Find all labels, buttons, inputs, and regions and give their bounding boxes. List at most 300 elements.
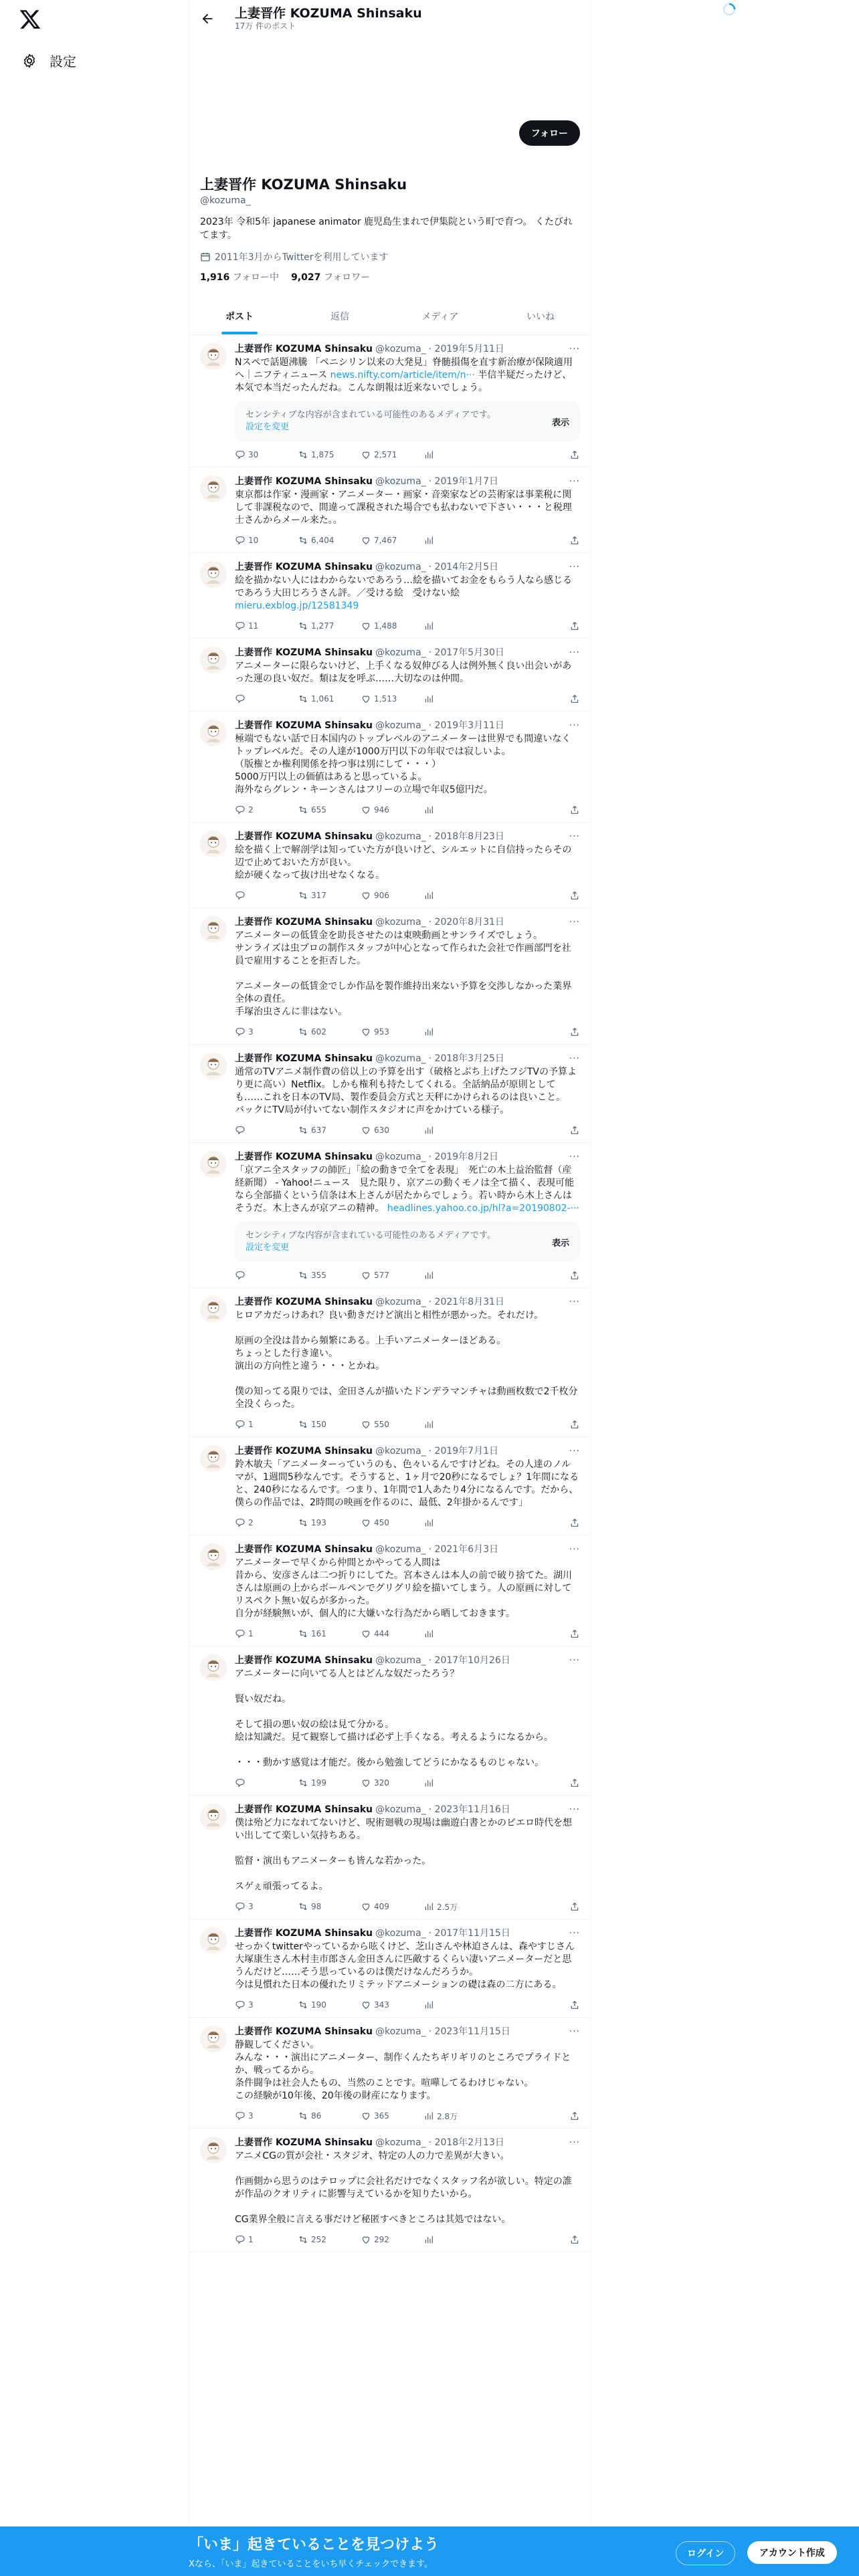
tweet-body [235, 831, 580, 902]
more-icon[interactable]: ··· [569, 720, 580, 731]
retweet-button[interactable] [298, 621, 361, 631]
more-icon[interactable]: ··· [569, 1655, 580, 1666]
share-button[interactable] [569, 1628, 580, 1639]
more-icon[interactable]: ··· [569, 562, 580, 572]
avatar[interactable] [200, 831, 227, 857]
tweet-date[interactable]: · 2019年3月11日 [428, 720, 504, 731]
avatar[interactable] [200, 343, 227, 370]
tweet-author-name[interactable]: 上妻晋作 KOZUMA Shinsaku [235, 1804, 373, 1815]
share-button[interactable] [569, 693, 580, 704]
avatar[interactable] [200, 1445, 227, 1472]
avatar[interactable] [200, 1804, 227, 1830]
more-icon[interactable]: ··· [569, 831, 580, 842]
tweet[interactable] [189, 1143, 591, 1288]
tweet-body [235, 2137, 580, 2246]
tweet[interactable] [189, 639, 591, 712]
like-button[interactable] [361, 1517, 423, 1528]
tweet-date[interactable]: · 2019年5月11日 [428, 344, 504, 354]
tweet-date[interactable]: · 2014年2月5日 [428, 562, 498, 572]
tweet-author-handle[interactable]: @kozuma_ [375, 647, 426, 658]
views-icon [423, 804, 434, 815]
like-count: 1,488 [374, 621, 397, 631]
like-button[interactable] [361, 2000, 423, 2010]
views-button[interactable] [423, 2111, 486, 2122]
tweet-author-handle[interactable]: @kozuma_ [375, 2026, 426, 2037]
views-button[interactable] [423, 1901, 486, 1913]
signup-banner-title: 「いま」起きていることを見つけよう [189, 2537, 440, 2553]
share-button[interactable] [569, 890, 580, 901]
share-button[interactable] [569, 804, 580, 815]
retweet-icon [298, 449, 308, 460]
tweet-author-handle[interactable]: @kozuma_ [375, 1655, 426, 1666]
change-settings-link[interactable]: 設定を変更 [246, 422, 290, 432]
like-icon [361, 2234, 371, 2245]
tweet-text [235, 1164, 580, 1215]
share-button[interactable] [569, 2111, 580, 2121]
views-button[interactable] [423, 693, 486, 704]
retweet-button[interactable] [298, 1419, 361, 1430]
like-icon [361, 1270, 371, 1281]
tweet-body [235, 1927, 580, 2012]
tab-replies[interactable]: 返信 [330, 312, 349, 322]
following-link[interactable] [200, 270, 279, 284]
follow-button[interactable]: フォロー [519, 120, 580, 146]
more-icon[interactable]: ··· [569, 1544, 580, 1555]
views-button[interactable] [423, 1517, 486, 1528]
tweet-date[interactable]: · 2018年8月23日 [428, 831, 504, 842]
like-button[interactable] [361, 1628, 423, 1639]
calendar-icon [200, 251, 211, 262]
views-button[interactable] [423, 1027, 486, 1037]
like-button[interactable] [361, 693, 423, 704]
profile-name: 上妻晋作 KOZUMA Shinsaku [200, 177, 407, 193]
tweet[interactable] [189, 553, 591, 639]
tweet[interactable] [189, 1535, 591, 1646]
more-icon[interactable]: ··· [569, 647, 580, 658]
share-button[interactable] [569, 621, 580, 631]
tweet-actions [235, 619, 580, 633]
tweet-header [235, 1053, 580, 1065]
share-button[interactable] [569, 1778, 580, 1788]
tweet-body [235, 1654, 580, 1790]
tweet-link[interactable]: news.nifty.com/article/item/n··· [330, 370, 475, 381]
retweet-button[interactable] [298, 1027, 361, 1037]
like-button[interactable] [361, 890, 423, 901]
tweet[interactable] [189, 1288, 591, 1437]
views-icon [423, 2000, 434, 2010]
more-icon[interactable]: ··· [569, 1928, 580, 1939]
tweet-author-handle[interactable]: @kozuma_ [375, 1446, 426, 1457]
reply-button[interactable] [235, 535, 298, 546]
more-icon[interactable]: ··· [569, 1152, 580, 1162]
avatar-drawing-icon [200, 1804, 227, 1830]
avatar[interactable] [200, 1296, 227, 1323]
more-icon[interactable]: ··· [569, 2026, 580, 2037]
reply-button[interactable] [235, 1628, 298, 1639]
tweet-text-main: 鈴木敏夫「アニメーターっていうのも、色々いるんですけどね。その人達のノルマが、1週間5秒なんです。そうすると、1ヶ月で20秒になるでしょ？1年間になると、240秒になるんです。つまり、1年間で1人あたり4分になるんです。だから、僕らの作品では、2時間の映画を作るのに、最低、2年掛かるんです」 [235, 1459, 579, 1508]
reply-button[interactable] [235, 1270, 298, 1281]
reply-button[interactable] [235, 1027, 298, 1037]
tweet-author-name[interactable]: 上妻晋作 KOZUMA Shinsaku [235, 917, 373, 928]
tweet-body [235, 1445, 580, 1529]
tweet[interactable] [189, 823, 591, 908]
more-icon[interactable]: ··· [569, 2137, 580, 2148]
share-button[interactable] [569, 2234, 580, 2245]
tweet-body [235, 2026, 580, 2123]
tweet[interactable] [189, 1919, 591, 2018]
like-count: 292 [374, 2235, 389, 2244]
signup-banner-subtitle: Xなら、「いま」起きていることをいち早くチェックできます。 [189, 2559, 433, 2569]
tweet-author-handle[interactable]: @kozuma_ [375, 1804, 426, 1815]
retweet-icon [298, 2234, 308, 2245]
reply-icon [235, 2000, 246, 2010]
views-icon [423, 621, 434, 631]
tweet-date[interactable]: · 2017年5月30日 [428, 647, 504, 658]
tweet-text [235, 660, 580, 685]
avatar[interactable] [200, 475, 227, 502]
tweet-author-handle[interactable]: @kozuma_ [375, 1053, 426, 1064]
retweet-icon [298, 890, 308, 901]
retweet-count: 199 [311, 1778, 326, 1788]
views-button[interactable] [423, 2234, 486, 2245]
views-button[interactable] [423, 1778, 486, 1788]
tweet[interactable] [189, 1646, 591, 1796]
views-button[interactable] [423, 449, 486, 460]
login-button[interactable]: ログイン [676, 2541, 735, 2565]
tweet-author-handle[interactable]: @kozuma_ [375, 917, 426, 928]
share-icon [569, 1027, 580, 1037]
reply-button[interactable] [235, 890, 298, 901]
avatar[interactable] [200, 1543, 227, 1570]
like-button[interactable] [361, 1419, 423, 1430]
reply-button[interactable] [235, 693, 298, 704]
views-button[interactable] [423, 621, 486, 631]
reply-button[interactable] [235, 2000, 298, 2010]
tweet-author-name[interactable]: 上妻晋作 KOZUMA Shinsaku [235, 2137, 373, 2148]
retweet-count: 252 [311, 2235, 326, 2244]
tweet-text-tail: 半信半疑だったけど、本気で本当だったんだね。こんな朗報は近来ないでしょう。 [235, 370, 572, 393]
share-icon [569, 2000, 580, 2010]
tweet-author-handle[interactable]: @kozuma_ [375, 1928, 426, 1939]
avatar[interactable] [200, 1654, 227, 1681]
share-button[interactable] [569, 1270, 580, 1281]
more-icon[interactable]: ··· [569, 1804, 580, 1815]
reply-count: 2 [248, 805, 254, 815]
tweet[interactable] [189, 335, 591, 467]
like-icon [361, 1125, 371, 1136]
nav-settings-link[interactable] [15, 43, 83, 78]
tweet-header [235, 1654, 580, 1667]
like-button[interactable] [361, 804, 423, 815]
tweet-author-name[interactable]: 上妻晋作 KOZUMA Shinsaku [235, 2026, 373, 2037]
header-post-count: 17万 件のポスト [235, 21, 296, 31]
tweet-text-main: アニメCGの質が会社・スタジオ、特定の人の力で差異が大きい。 作画側から思うのはテロップに会社名だけでなくスタッフ名が欲しい。特定の誰が作品のクオリティに影響与えているかを知りたいから。 CG業界全般に言える事だけど秘匿すべきところは其処ではない。 [235, 2151, 572, 2225]
share-button[interactable] [569, 535, 580, 546]
more-icon[interactable]: ··· [569, 1446, 580, 1457]
tweet-link[interactable]: headlines.yahoo.co.jp/hl?a=20190802-··· [387, 1203, 579, 1214]
tweet-actions [235, 889, 580, 902]
reply-button[interactable] [235, 2111, 298, 2121]
tweet-text [235, 844, 580, 882]
avatar[interactable] [200, 647, 227, 673]
tweet[interactable] [189, 1045, 591, 1143]
tweet-text-main: アニメーターに限らないけど、上手くなる奴伸びる人は例外無く良い出会いがあった運の良い奴だ。類は友を呼ぶ……大切なのは仲間。 [235, 661, 572, 684]
tweet-text-main: Nスペで話題沸騰 「ペニシリン以来の大発見」脊髄損傷を直す新治療が保険適用へ｜ニフティニュース [235, 357, 573, 381]
tweet-date[interactable]: · 2017年11月15日 [428, 1928, 510, 1939]
retweet-button[interactable] [298, 693, 361, 704]
tweet-text-main: 極端でもない話で日本国内のトップレベルのアニメーターは世界でも間違いなくトップレベルだ。その人達が1000万円以下の年収では寂しいよ。 （版権とか権利関係を持つ事は別にして・・・） 5000万円以上の価値はあると思っているよ。 海外ならグレン・キーンさんはフリーの立場で年収5億円だ。 [235, 734, 571, 795]
tweet-author-name[interactable]: 上妻晋作 KOZUMA Shinsaku [235, 562, 373, 572]
reply-count: 11 [248, 621, 259, 631]
signup-button[interactable]: アカウント作成 [747, 2541, 837, 2564]
reply-button[interactable] [235, 1419, 298, 1430]
reply-button[interactable] [235, 804, 298, 815]
tweet[interactable] [189, 2018, 591, 2129]
show-media-button[interactable]: 表示 [551, 1238, 569, 1249]
avatar-drawing-icon [200, 720, 227, 746]
like-button[interactable] [361, 1125, 423, 1136]
avatar-drawing-icon [200, 1927, 227, 1954]
tweet[interactable] [189, 908, 591, 1045]
avatar[interactable] [200, 720, 227, 746]
reply-icon [235, 1901, 246, 1912]
share-button[interactable] [569, 1125, 580, 1136]
retweet-button[interactable] [298, 1270, 361, 1281]
more-icon[interactable]: ··· [569, 917, 580, 928]
share-icon [569, 2234, 580, 2245]
followers-link[interactable] [291, 270, 370, 284]
avatar[interactable] [200, 2137, 227, 2163]
back-arrow-icon[interactable] [200, 11, 215, 26]
retweet-button[interactable] [298, 449, 361, 460]
reply-button[interactable] [235, 1778, 298, 1788]
profile-stats [200, 270, 580, 284]
tweet-actions [235, 1627, 580, 1640]
retweet-button[interactable] [298, 2000, 361, 2010]
x-logo-icon[interactable] [19, 8, 41, 31]
views-button[interactable] [423, 1419, 486, 1430]
tweet-text-main: 静観してください。 みんな・・・演出にアニメーター、制作くんたちギリギリのところでプライドとか、戦ってるから。 条件闘争は社会人たもの、当然のことです。喧嘩してるわけじゃない。 この経験が10年後、20年後の財産になります。 [235, 2040, 571, 2101]
share-button[interactable] [569, 1901, 580, 1912]
tweet-author-handle[interactable]: @kozuma_ [375, 1544, 426, 1555]
retweet-icon [298, 1778, 308, 1788]
retweet-button[interactable] [298, 804, 361, 815]
retweet-button[interactable] [298, 535, 361, 546]
like-count: 2,571 [374, 450, 397, 459]
reply-button[interactable] [235, 449, 298, 460]
tweet-author-handle[interactable]: @kozuma_ [375, 476, 426, 487]
tweet-actions [235, 448, 580, 461]
timeline [189, 335, 591, 2252]
like-button[interactable] [361, 1778, 423, 1788]
tweet-author-name[interactable]: 上妻晋作 KOZUMA Shinsaku [235, 1544, 373, 1555]
more-icon[interactable]: ··· [569, 1053, 580, 1064]
reply-button[interactable] [235, 621, 298, 631]
views-button[interactable] [423, 1628, 486, 1639]
profile-header-bar [189, 0, 591, 37]
tweet-author-handle[interactable]: @kozuma_ [375, 1297, 426, 1307]
tweet-date[interactable]: · 2018年3月25日 [428, 1053, 504, 1064]
like-button[interactable] [361, 2234, 423, 2245]
tweet-date[interactable]: · 2019年7月1日 [428, 1446, 498, 1457]
views-button[interactable] [423, 1270, 486, 1281]
reply-count: 1 [248, 2235, 254, 2244]
reply-button[interactable] [235, 2234, 298, 2245]
reply-count: 3 [248, 1902, 254, 1911]
tweet-author-name[interactable]: 上妻晋作 KOZUMA Shinsaku [235, 1928, 373, 1939]
share-button[interactable] [569, 449, 580, 460]
tweet[interactable] [189, 1796, 591, 1919]
tab-likes[interactable]: いいね [527, 312, 555, 322]
tweet-link[interactable]: mieru.exblog.jp/12581349 [235, 601, 359, 611]
like-button[interactable] [361, 1270, 423, 1281]
tweet-author-name[interactable]: 上妻晋作 KOZUMA Shinsaku [235, 1655, 373, 1666]
avatar[interactable] [200, 916, 227, 943]
tweet-date[interactable]: · 2023年11月15日 [428, 2026, 510, 2037]
retweet-button[interactable] [298, 1628, 361, 1639]
tweet-author-handle[interactable]: @kozuma_ [375, 720, 426, 731]
avatar[interactable] [200, 2026, 227, 2052]
reply-count: 1 [248, 1420, 254, 1429]
retweet-button[interactable] [298, 890, 361, 901]
tweet-author-name[interactable]: 上妻晋作 KOZUMA Shinsaku [235, 476, 373, 487]
tweet-text [235, 733, 580, 796]
tweet-author-name[interactable]: 上妻晋作 KOZUMA Shinsaku [235, 1297, 373, 1307]
retweet-button[interactable] [298, 1517, 361, 1528]
tweet[interactable] [189, 1437, 591, 1535]
views-button[interactable] [423, 1125, 486, 1136]
reply-count: 30 [248, 450, 259, 459]
like-button[interactable] [361, 449, 423, 460]
tweet-actions [235, 803, 580, 817]
like-count: 946 [374, 805, 389, 815]
tweet-actions [235, 1998, 580, 2012]
tweet-author-name[interactable]: 上妻晋作 KOZUMA Shinsaku [235, 647, 373, 658]
tweet-text-main: 絵を描く上で解剖学は知っていた方が良いけど、シルエットに自信持ったらその辺で止めておいた方が良い。 絵が硬くなって抜け出せなくなる。 [235, 845, 572, 881]
tab-media[interactable]: メディア [421, 312, 459, 322]
like-button[interactable] [361, 1901, 423, 1912]
reply-button[interactable] [235, 1901, 298, 1912]
retweet-icon [298, 693, 308, 704]
like-icon [361, 449, 371, 460]
reply-button[interactable] [235, 1517, 298, 1528]
avatar[interactable] [200, 1053, 227, 1079]
like-icon [361, 1901, 371, 1912]
reply-count: 10 [248, 536, 259, 545]
tweet-date[interactable]: · 2021年8月31日 [428, 1297, 504, 1307]
tweet-date[interactable]: · 2020年8月31日 [428, 917, 504, 928]
share-icon [569, 1270, 580, 1281]
tweet-author-handle[interactable]: @kozuma_ [375, 344, 426, 354]
avatar[interactable] [200, 1927, 227, 1954]
reply-count: 3 [248, 2000, 254, 2010]
left-navigation [0, 0, 189, 2576]
retweet-button[interactable] [298, 2234, 361, 2245]
tweet-author-name[interactable]: 上妻晋作 KOZUMA Shinsaku [235, 344, 373, 354]
tweet-date[interactable]: · 2019年8月2日 [428, 1152, 498, 1162]
retweet-button[interactable] [298, 2111, 361, 2121]
views-button[interactable] [423, 535, 486, 546]
gear-icon [21, 53, 37, 69]
like-button[interactable] [361, 535, 423, 546]
tweet-date[interactable]: · 2019年1月7日 [428, 476, 498, 487]
tweet-body [235, 720, 580, 817]
tweet[interactable] [189, 712, 591, 823]
tweet-header [235, 343, 580, 355]
tweet-author-name[interactable]: 上妻晋作 KOZUMA Shinsaku [235, 1446, 373, 1457]
share-button[interactable] [569, 1027, 580, 1037]
more-icon[interactable]: ··· [569, 344, 580, 354]
avatar-drawing-icon [200, 1053, 227, 1079]
tweet-author-name[interactable]: 上妻晋作 KOZUMA Shinsaku [235, 831, 373, 842]
tweet-actions [235, 1900, 580, 1913]
tweet-author-name[interactable]: 上妻晋作 KOZUMA Shinsaku [235, 1152, 373, 1162]
like-button[interactable] [361, 621, 423, 631]
tweet[interactable] [189, 467, 591, 553]
tab-posts[interactable]: ポスト [189, 300, 290, 334]
show-media-button[interactable]: 表示 [551, 417, 569, 428]
retweet-count: 193 [311, 1518, 326, 1527]
share-icon [569, 1778, 580, 1788]
tweet-author-handle[interactable]: @kozuma_ [375, 1152, 426, 1162]
tweet[interactable] [189, 2129, 591, 2252]
profile-tabs [189, 300, 591, 335]
tweet-actions [235, 692, 580, 706]
change-settings-link[interactable]: 設定を変更 [246, 1243, 290, 1253]
like-count: 630 [374, 1125, 389, 1135]
reply-icon [235, 1419, 246, 1430]
share-icon [569, 449, 580, 460]
nav-settings-label: 設定 [50, 53, 76, 70]
views-button[interactable] [423, 804, 486, 815]
retweet-icon [298, 2000, 308, 2010]
tweet-text [235, 574, 580, 613]
tweet-date[interactable]: · 2021年6月3日 [428, 1544, 498, 1555]
reply-button[interactable] [235, 1125, 298, 1136]
more-icon[interactable]: ··· [569, 1297, 580, 1307]
tweet-actions [235, 1516, 580, 1529]
tweet-date[interactable]: · 2023年11月16日 [428, 1804, 510, 1815]
retweet-button[interactable] [298, 1778, 361, 1788]
share-button[interactable] [569, 1419, 580, 1430]
tweet-author-handle[interactable]: @kozuma_ [375, 2137, 426, 2148]
tweet-body [235, 1296, 580, 1431]
tweet-author-name[interactable]: 上妻晋作 KOZUMA Shinsaku [235, 1053, 373, 1064]
tweet-header [235, 475, 580, 488]
avatar[interactable] [200, 561, 227, 588]
reply-count: 1 [248, 1629, 254, 1638]
like-button[interactable] [361, 1027, 423, 1037]
tweet-date[interactable]: · 2018年2月13日 [428, 2137, 504, 2148]
share-button[interactable] [569, 2000, 580, 2010]
share-button[interactable] [569, 1517, 580, 1528]
share-icon [569, 1517, 580, 1528]
retweet-button[interactable] [298, 1901, 361, 1912]
avatar[interactable] [200, 1151, 227, 1178]
tweet-author-handle[interactable]: @kozuma_ [375, 831, 426, 842]
views-button[interactable] [423, 890, 486, 901]
more-icon[interactable]: ··· [569, 476, 580, 487]
retweet-button[interactable] [298, 1125, 361, 1136]
tweet-header [235, 2137, 580, 2149]
tweet-date[interactable]: · 2017年10月26日 [428, 1655, 510, 1666]
tweet-author-name[interactable]: 上妻晋作 KOZUMA Shinsaku [235, 720, 373, 731]
like-count: 550 [374, 1420, 389, 1429]
tweet-author-handle[interactable]: @kozuma_ [375, 562, 426, 572]
views-button[interactable] [423, 2000, 486, 2010]
tweet-body [235, 1151, 580, 1282]
like-button[interactable] [361, 2111, 423, 2121]
